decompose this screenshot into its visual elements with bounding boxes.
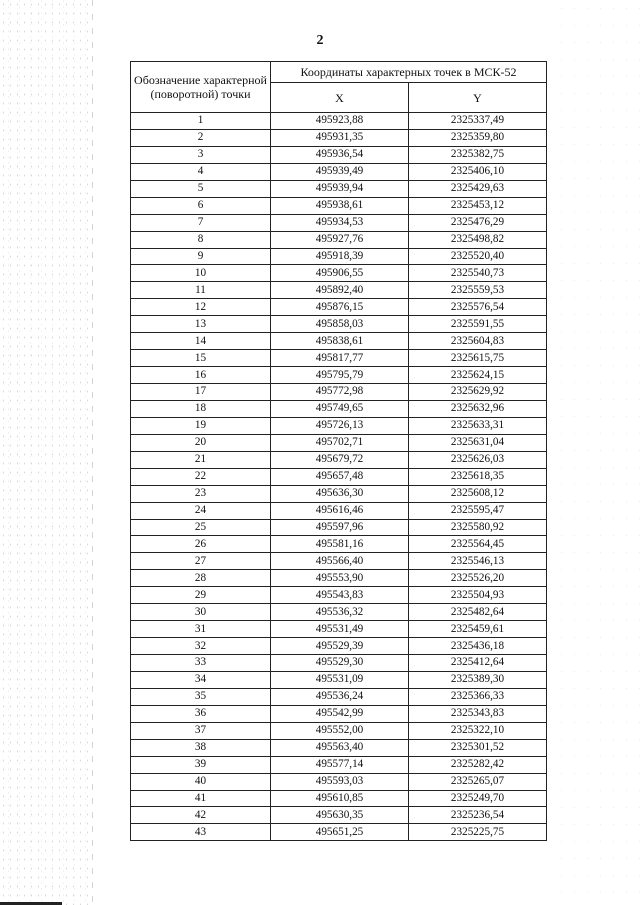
- cell-y: 2325265,07: [409, 773, 547, 790]
- table-row: [131, 299, 547, 316]
- cell-y: 2325337,49: [409, 113, 547, 130]
- cell-point-number: 14: [131, 333, 271, 350]
- cell-x: 495679,72: [271, 451, 409, 468]
- cell-x: 495531,09: [271, 671, 409, 688]
- cell-y: 2325591,55: [409, 316, 547, 333]
- cell-point-number: 8: [131, 231, 271, 248]
- cell-x: 495938,61: [271, 197, 409, 214]
- cell-y: 2325453,12: [409, 197, 547, 214]
- cell-y: 2325595,47: [409, 502, 547, 519]
- cell-x: 495934,53: [271, 214, 409, 231]
- table-row: [131, 316, 547, 333]
- cell-point-number: 33: [131, 655, 271, 672]
- cell-point-number: 41: [131, 790, 271, 807]
- cell-x: 495552,00: [271, 722, 409, 739]
- cell-point-number: 22: [131, 468, 271, 485]
- cell-y: 2325225,75: [409, 824, 547, 841]
- cell-point-number: 35: [131, 688, 271, 705]
- cell-point-number: 6: [131, 197, 271, 214]
- cell-y: 2325429,63: [409, 180, 547, 197]
- cell-point-number: 26: [131, 536, 271, 553]
- cell-x: 495936,54: [271, 146, 409, 163]
- cell-x: 495581,16: [271, 536, 409, 553]
- cell-point-number: 43: [131, 824, 271, 841]
- cell-x: 495610,85: [271, 790, 409, 807]
- cell-x: 495772,98: [271, 384, 409, 401]
- table-row: [131, 434, 547, 451]
- header-x: X: [271, 83, 409, 113]
- cell-y: 2325631,04: [409, 434, 547, 451]
- cell-x: 495657,48: [271, 468, 409, 485]
- table-row: [131, 570, 547, 587]
- table-row: [131, 553, 547, 570]
- cell-y: 2325559,53: [409, 282, 547, 299]
- table-row: [131, 265, 547, 282]
- cell-point-number: 12: [131, 299, 271, 316]
- cell-y: 2325615,75: [409, 350, 547, 367]
- table-header: [131, 62, 547, 113]
- cell-y: 2325546,13: [409, 553, 547, 570]
- cell-y: 2325624,15: [409, 367, 547, 384]
- table-row: [131, 163, 547, 180]
- table-row: [131, 180, 547, 197]
- cell-y: 2325633,31: [409, 417, 547, 434]
- cell-y: 2325540,73: [409, 265, 547, 282]
- cell-y: 2325608,12: [409, 485, 547, 502]
- cell-x: 495616,46: [271, 502, 409, 519]
- scan-noise-right: [555, 0, 640, 905]
- cell-point-number: 32: [131, 638, 271, 655]
- cell-x: 495795,79: [271, 367, 409, 384]
- cell-x: 495923,88: [271, 113, 409, 130]
- cell-point-number: 37: [131, 722, 271, 739]
- cell-point-number: 20: [131, 434, 271, 451]
- table-row: [131, 129, 547, 146]
- cell-point-number: 4: [131, 163, 271, 180]
- cell-y: 2325564,45: [409, 536, 547, 553]
- cell-y: 2325249,70: [409, 790, 547, 807]
- table-row: [131, 350, 547, 367]
- cell-y: 2325406,10: [409, 163, 547, 180]
- cell-y: 2325366,33: [409, 688, 547, 705]
- cell-point-number: 10: [131, 265, 271, 282]
- cell-point-number: 13: [131, 316, 271, 333]
- table-row: [131, 502, 547, 519]
- scan-fold-line: [92, 0, 93, 905]
- table-row: [131, 756, 547, 773]
- table-row: [131, 739, 547, 756]
- cell-point-number: 7: [131, 214, 271, 231]
- scan-noise-left: [0, 0, 90, 905]
- table-row: [131, 451, 547, 468]
- table-row: [131, 400, 547, 417]
- cell-x: 495593,03: [271, 773, 409, 790]
- table-row: [131, 807, 547, 824]
- cell-point-number: 36: [131, 705, 271, 722]
- cell-y: 2325301,52: [409, 739, 547, 756]
- cell-point-number: 17: [131, 384, 271, 401]
- cell-x: 495876,15: [271, 299, 409, 316]
- table-row: [131, 468, 547, 485]
- cell-y: 2325626,03: [409, 451, 547, 468]
- cell-x: 495542,99: [271, 705, 409, 722]
- cell-y: 2325504,93: [409, 587, 547, 604]
- table-row: [131, 367, 547, 384]
- cell-y: 2325476,29: [409, 214, 547, 231]
- cell-point-number: 15: [131, 350, 271, 367]
- cell-point-number: 28: [131, 570, 271, 587]
- cell-x: 495630,35: [271, 807, 409, 824]
- table-row: [131, 722, 547, 739]
- cell-x: 495726,13: [271, 417, 409, 434]
- cell-point-number: 39: [131, 756, 271, 773]
- table-row: [131, 655, 547, 672]
- coordinates-table: [130, 61, 547, 841]
- cell-y: 2325282,42: [409, 756, 547, 773]
- cell-y: 2325526,20: [409, 570, 547, 587]
- cell-y: 2325576,54: [409, 299, 547, 316]
- cell-point-number: 3: [131, 146, 271, 163]
- table-row: [131, 519, 547, 536]
- cell-point-number: 16: [131, 367, 271, 384]
- table-row: [131, 333, 547, 350]
- cell-x: 495838,61: [271, 333, 409, 350]
- cell-x: 495931,35: [271, 129, 409, 146]
- cell-y: 2325580,92: [409, 519, 547, 536]
- cell-y: 2325359,80: [409, 129, 547, 146]
- cell-y: 2325482,64: [409, 604, 547, 621]
- cell-point-number: 34: [131, 671, 271, 688]
- cell-y: 2325498,82: [409, 231, 547, 248]
- cell-x: 495939,49: [271, 163, 409, 180]
- table-row: [131, 688, 547, 705]
- table-row: [131, 604, 547, 621]
- cell-y: 2325629,92: [409, 384, 547, 401]
- cell-x: 495553,90: [271, 570, 409, 587]
- cell-x: 495563,40: [271, 739, 409, 756]
- table-row: [131, 248, 547, 265]
- table-row: [131, 485, 547, 502]
- cell-x: 495858,03: [271, 316, 409, 333]
- table-row: [131, 282, 547, 299]
- table-row: [131, 587, 547, 604]
- cell-point-number: 21: [131, 451, 271, 468]
- cell-point-number: 1: [131, 113, 271, 130]
- cell-point-number: 40: [131, 773, 271, 790]
- cell-y: 2325459,61: [409, 621, 547, 638]
- cell-x: 495566,40: [271, 553, 409, 570]
- table-row: [131, 621, 547, 638]
- cell-x: 495597,96: [271, 519, 409, 536]
- cell-point-number: 11: [131, 282, 271, 299]
- cell-y: 2325322,10: [409, 722, 547, 739]
- cell-point-number: 24: [131, 502, 271, 519]
- cell-x: 495531,49: [271, 621, 409, 638]
- cell-x: 495817,77: [271, 350, 409, 367]
- header-coordinates-group: Координаты характерных точек в МСК-52: [271, 62, 547, 83]
- table-row: [131, 214, 547, 231]
- table-row: [131, 638, 547, 655]
- cell-x: 495906,55: [271, 265, 409, 282]
- header-point-designation: Обозначение характерной (поворотной) точки: [131, 62, 271, 113]
- cell-point-number: 30: [131, 604, 271, 621]
- cell-y: 2325412,64: [409, 655, 547, 672]
- cell-y: 2325382,75: [409, 146, 547, 163]
- cell-point-number: 42: [131, 807, 271, 824]
- table-row: [131, 671, 547, 688]
- cell-x: 495529,30: [271, 655, 409, 672]
- cell-point-number: 18: [131, 400, 271, 417]
- cell-x: 495939,94: [271, 180, 409, 197]
- cell-x: 495702,71: [271, 434, 409, 451]
- page-number: 2: [316, 33, 324, 48]
- table-row: [131, 197, 547, 214]
- table-row: [131, 417, 547, 434]
- cell-point-number: 9: [131, 248, 271, 265]
- table-row: [131, 536, 547, 553]
- cell-y: 2325389,30: [409, 671, 547, 688]
- cell-x: 495927,76: [271, 231, 409, 248]
- cell-x: 495892,40: [271, 282, 409, 299]
- cell-point-number: 29: [131, 587, 271, 604]
- cell-x: 495543,83: [271, 587, 409, 604]
- cell-x: 495577,14: [271, 756, 409, 773]
- table-row: [131, 113, 547, 130]
- table-row: [131, 384, 547, 401]
- cell-point-number: 27: [131, 553, 271, 570]
- cell-point-number: 31: [131, 621, 271, 638]
- cell-point-number: 19: [131, 417, 271, 434]
- table-row: [131, 790, 547, 807]
- cell-x: 495536,32: [271, 604, 409, 621]
- cell-y: 2325436,18: [409, 638, 547, 655]
- cell-point-number: 25: [131, 519, 271, 536]
- cell-y: 2325618,35: [409, 468, 547, 485]
- cell-x: 495636,30: [271, 485, 409, 502]
- table-row: [131, 231, 547, 248]
- cell-y: 2325343,83: [409, 705, 547, 722]
- cell-point-number: 23: [131, 485, 271, 502]
- cell-y: 2325632,96: [409, 400, 547, 417]
- cell-point-number: 38: [131, 739, 271, 756]
- cell-x: 495749,65: [271, 400, 409, 417]
- cell-point-number: 2: [131, 129, 271, 146]
- cell-y: 2325236,54: [409, 807, 547, 824]
- table-row: [131, 824, 547, 841]
- cell-x: 495918,39: [271, 248, 409, 265]
- cell-x: 495651,25: [271, 824, 409, 841]
- cell-point-number: 5: [131, 180, 271, 197]
- table-row: [131, 773, 547, 790]
- cell-y: 2325604,83: [409, 333, 547, 350]
- header-y: Y: [409, 83, 547, 113]
- cell-x: 495536,24: [271, 688, 409, 705]
- table-row: [131, 705, 547, 722]
- table-body: [131, 113, 547, 841]
- cell-y: 2325520,40: [409, 248, 547, 265]
- cell-x: 495529,39: [271, 638, 409, 655]
- table-row: [131, 146, 547, 163]
